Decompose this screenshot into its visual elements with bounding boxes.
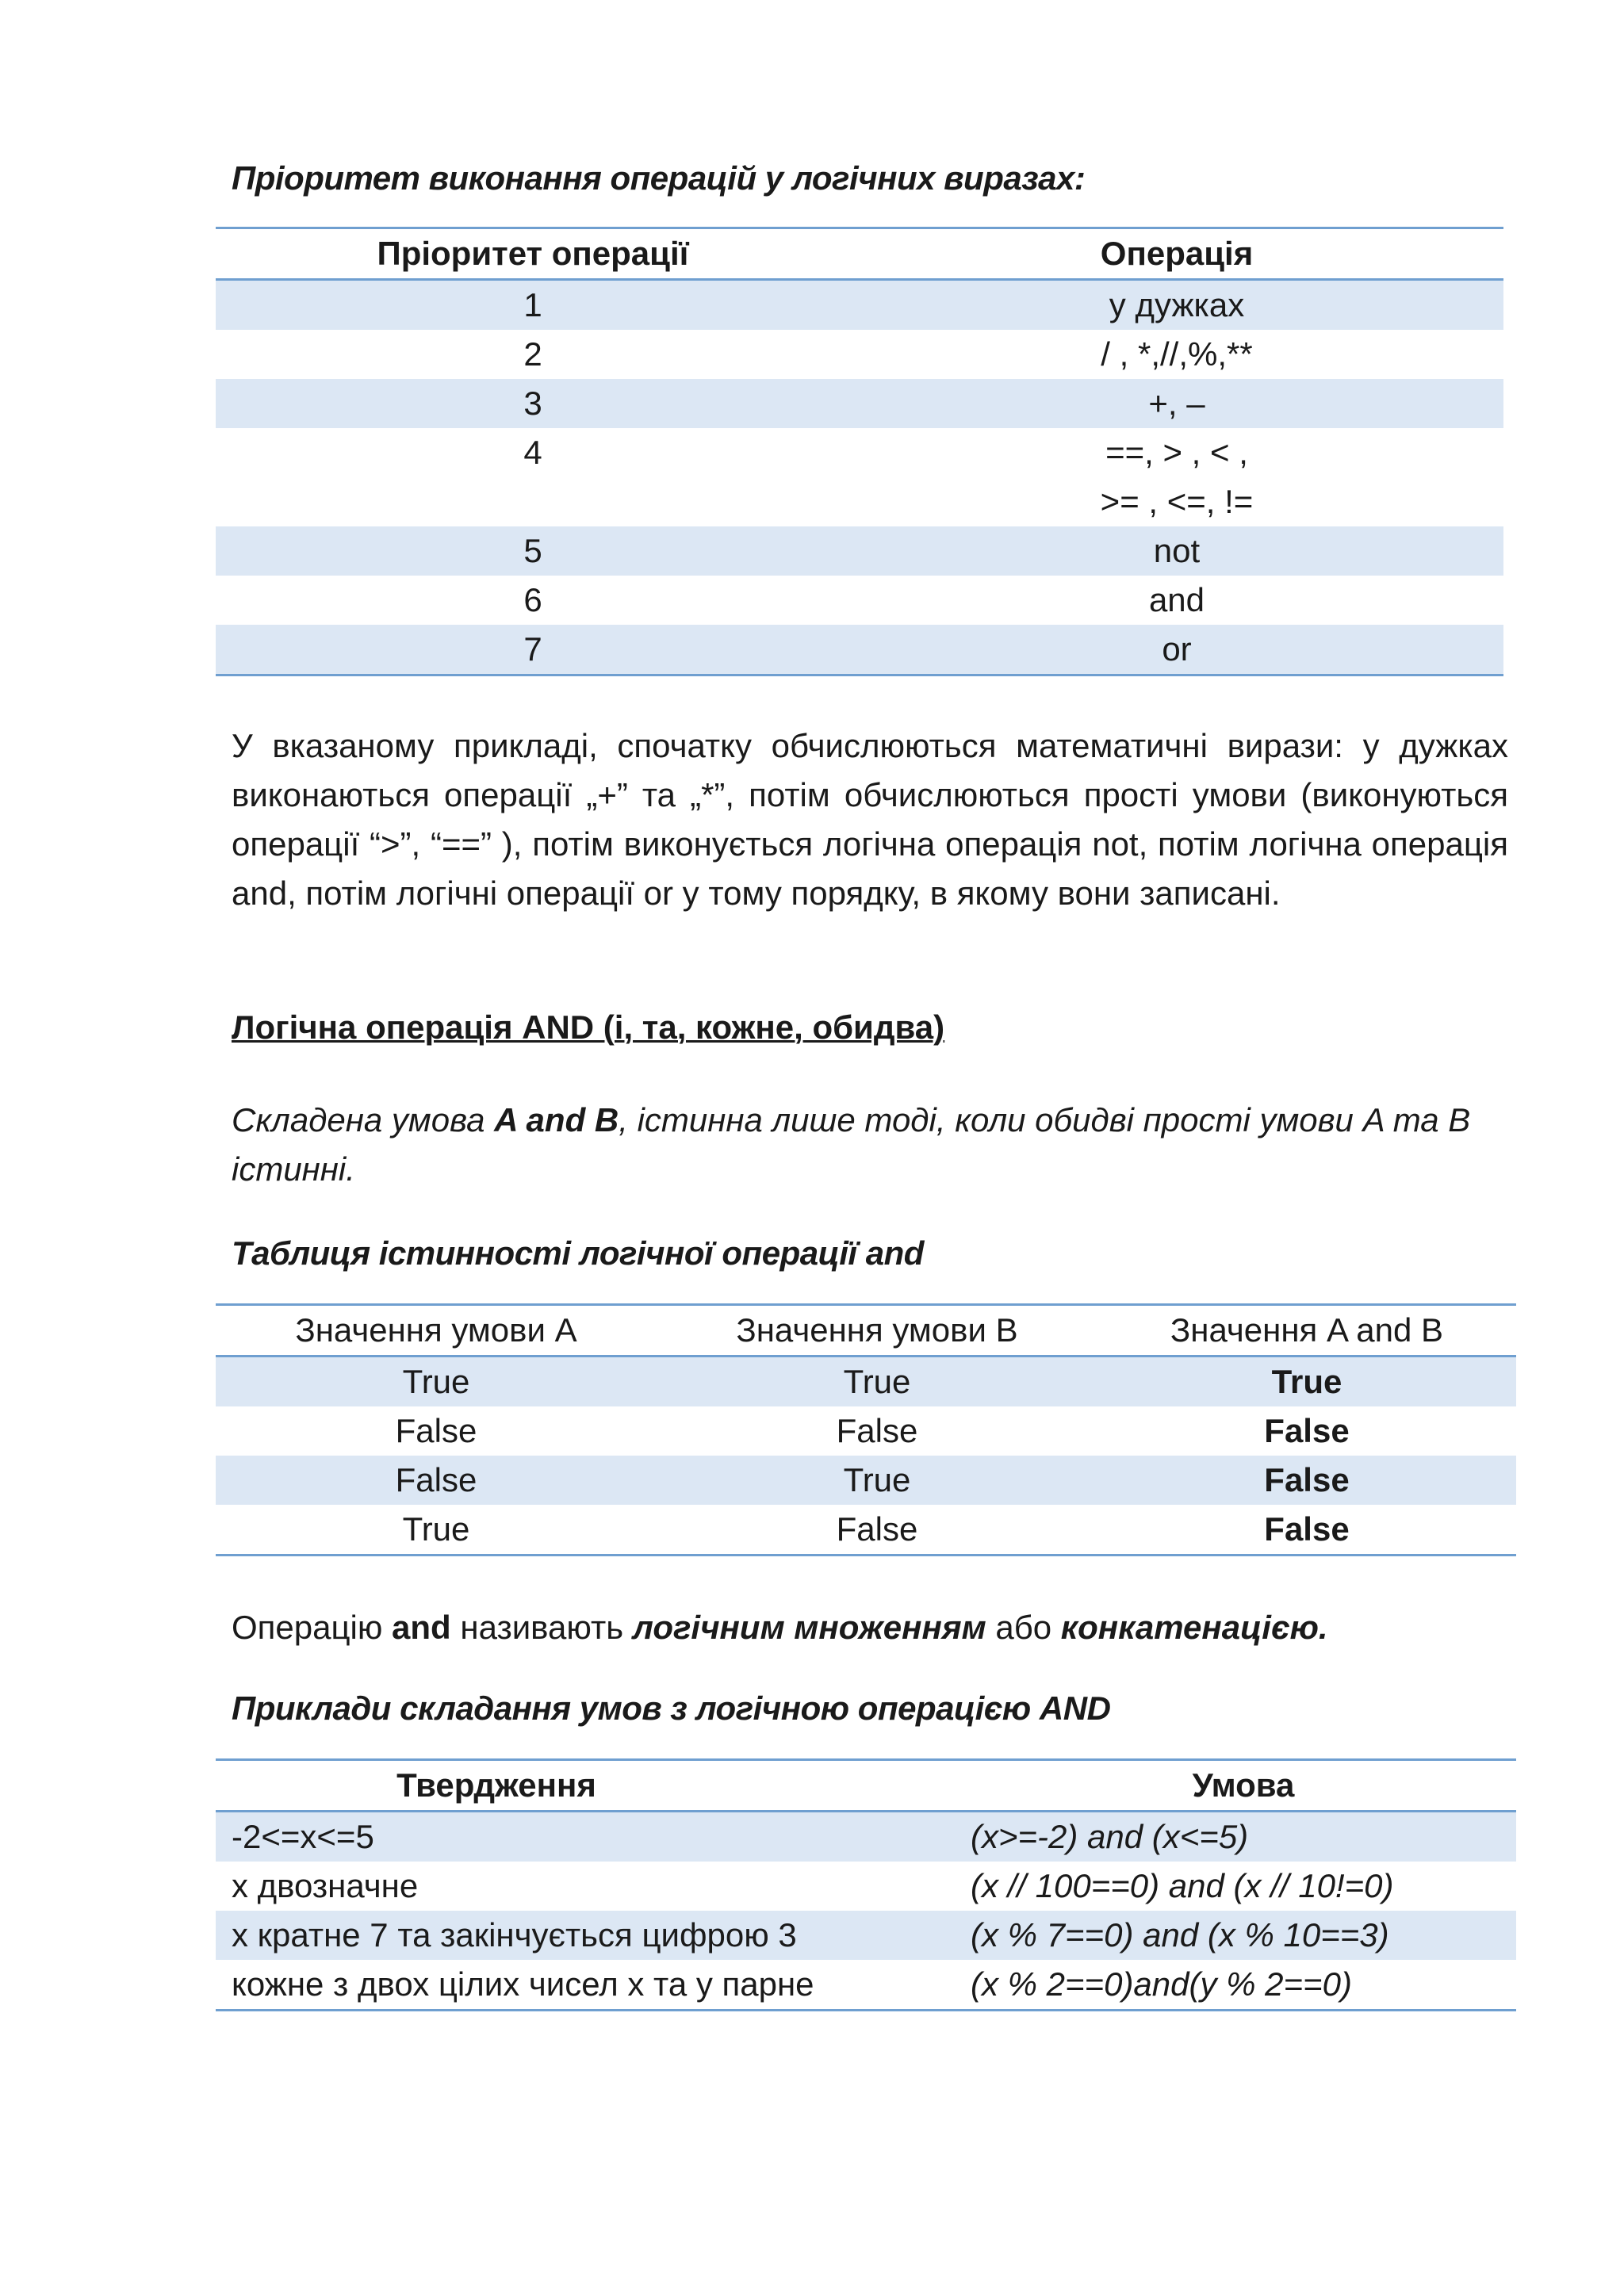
value-b-cell: False bbox=[836, 1412, 918, 1449]
table-row bbox=[216, 330, 1503, 379]
operation-cell: and bbox=[1148, 581, 1205, 618]
result-cell: True bbox=[1097, 1357, 1516, 1407]
condition-cell: (x % 2==0)and(y % 2==0) bbox=[971, 1965, 1352, 2003]
definition-text: Складена умова bbox=[232, 1101, 495, 1138]
priority-table bbox=[216, 227, 1503, 676]
priority-cell: 5 bbox=[216, 526, 850, 576]
condition-column-header: Умова bbox=[1192, 1766, 1295, 1804]
definition-text: , істинна лише тоді, коли обидві прості умови A та B істинні. bbox=[232, 1101, 1471, 1188]
table-row bbox=[216, 280, 1503, 331]
result-cell: False bbox=[1264, 1412, 1350, 1449]
operation-line: ==, > , < , bbox=[1105, 434, 1248, 471]
term-concatenation: конкатенацією. bbox=[1060, 1609, 1328, 1646]
condition-cell: (x % 7==0) and (x % 10==3) bbox=[971, 1911, 1516, 1960]
statement-column-header: Твердження bbox=[396, 1766, 596, 1804]
and-section-heading: Логічна операція AND (і, та, кожне, обидва) bbox=[232, 1008, 945, 1046]
table-row bbox=[216, 1862, 1516, 1911]
table-row bbox=[216, 379, 1503, 428]
operation-line: >= , <=, != bbox=[1100, 483, 1254, 520]
column-header-a-and-b: Значення A and B bbox=[1170, 1311, 1444, 1349]
table-row bbox=[216, 1505, 1516, 1556]
naming-text: або bbox=[986, 1609, 1061, 1646]
table-row bbox=[216, 1406, 1516, 1456]
truth-table bbox=[216, 1303, 1516, 1556]
explanation-paragraph: У вказаному прикладі, спочатку обчислюються математичні вирази: у дужках виконаються операції „+” та „*”, потім обчислюються прості умови (виконуються операції “>”, “==” ), потім виконується логічна операція not, потім логічна операція and, потім логічні операції or у тому порядку, в якому вони записані. bbox=[232, 727, 1508, 912]
priority-cell: 7 bbox=[216, 625, 850, 675]
value-a-cell: True bbox=[402, 1510, 470, 1548]
priority-cell: 2 bbox=[523, 335, 542, 373]
naming-sentence bbox=[232, 1603, 1328, 1652]
value-b-cell: True bbox=[657, 1357, 1097, 1407]
table-row bbox=[216, 428, 1503, 526]
condition-cell: (x // 100==0) and (x // 10!=0) bbox=[971, 1867, 1394, 1904]
examples-heading: Приклади складання умов з логічною операцією AND bbox=[232, 1689, 1111, 1727]
priority-cell: 1 bbox=[216, 280, 850, 331]
column-header-b: Значення умови B bbox=[736, 1311, 1018, 1349]
table-row bbox=[216, 1911, 1516, 1960]
column-header-a: Значення умови A bbox=[295, 1311, 577, 1349]
table-row bbox=[216, 576, 1503, 625]
operation-cell: +, – bbox=[850, 379, 1503, 428]
table-row bbox=[216, 1960, 1516, 2011]
priority-column-header: Пріоритет операції bbox=[377, 235, 689, 272]
priority-heading: Пріоритет виконання операцій у логічних виразах: bbox=[232, 159, 1086, 197]
operation-cell: у дужках bbox=[850, 280, 1503, 331]
operation-cell: / , *,//,%,** bbox=[1101, 335, 1253, 373]
value-b-cell: True bbox=[657, 1456, 1097, 1505]
table-row bbox=[216, 625, 1503, 675]
naming-text: називають bbox=[450, 1609, 633, 1646]
operation-cell bbox=[850, 428, 1503, 526]
result-cell: False bbox=[1097, 1456, 1516, 1505]
operation-cell: or bbox=[850, 625, 1503, 675]
value-a-cell: False bbox=[395, 1412, 477, 1449]
naming-text: Операцію bbox=[232, 1609, 393, 1646]
table-row bbox=[216, 1456, 1516, 1505]
table-row bbox=[216, 1812, 1516, 1862]
priority-cell: 6 bbox=[523, 581, 542, 618]
value-a-cell: False bbox=[216, 1456, 657, 1505]
definition-expression: A and B bbox=[494, 1101, 619, 1138]
value-b-cell: False bbox=[836, 1510, 918, 1548]
truth-table-heading: Таблиця істинності логічної операції and bbox=[232, 1234, 924, 1272]
result-cell: False bbox=[1264, 1510, 1350, 1548]
condition-cell: (x>=-2) and (x<=5) bbox=[971, 1812, 1516, 1862]
examples-table bbox=[216, 1758, 1516, 2011]
operation-cell: not bbox=[850, 526, 1503, 576]
statement-cell: х двозначне bbox=[232, 1867, 419, 1904]
term-logical-multiplication: логічним множенням bbox=[632, 1609, 986, 1646]
and-definition bbox=[232, 1096, 1508, 1194]
value-a-cell: True bbox=[216, 1357, 657, 1407]
priority-cell: 4 bbox=[523, 434, 542, 471]
and-keyword: and bbox=[392, 1609, 451, 1646]
statement-cell: кожне з двох цілих чисел x та y парне bbox=[232, 1965, 814, 2003]
statement-cell: х кратне 7 та закінчується цифрою 3 bbox=[216, 1911, 971, 1960]
statement-cell: -2<=x<=5 bbox=[216, 1812, 971, 1862]
priority-cell: 3 bbox=[216, 379, 850, 428]
table-row bbox=[216, 526, 1503, 576]
table-row bbox=[216, 1357, 1516, 1407]
operation-column-header: Операція bbox=[1100, 235, 1254, 272]
